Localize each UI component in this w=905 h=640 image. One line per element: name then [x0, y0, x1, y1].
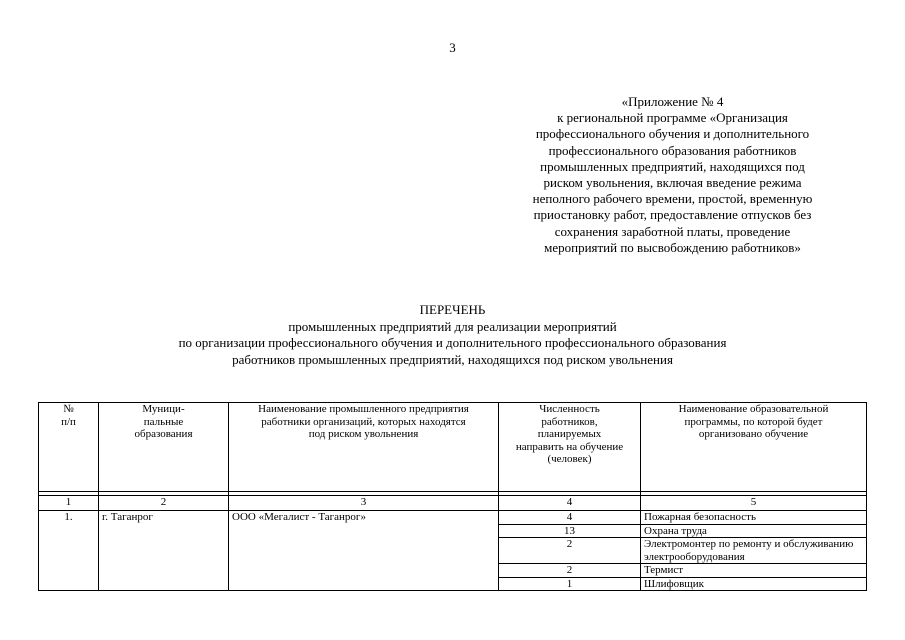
program-name: Шлифовщик [641, 577, 867, 591]
program-name: Электромонтер по ремонту и обслуживанию электрооборудования [641, 538, 867, 564]
appendix-line: профессионального обучения и дополнительного [535, 126, 810, 142]
column-number: 2 [99, 496, 229, 511]
entry-enterprise: ООО «Мегалист - Таганрог» [229, 511, 499, 591]
table-header-row [39, 403, 867, 492]
table-row [39, 511, 867, 525]
program-worker-count: 1 [499, 577, 641, 591]
entry-number: 1. [39, 511, 99, 591]
column-numbers-row [39, 496, 867, 511]
appendix-line: мероприятий по высвобождению работников» [544, 239, 801, 255]
header-number: № п/п [39, 403, 99, 492]
column-number: 3 [229, 496, 499, 511]
header-municipality: Муници- пальные образования [99, 403, 229, 492]
program-worker-count: 2 [499, 564, 641, 578]
column-number: 1 [39, 496, 99, 511]
entry-municipality: г. Таганрог [99, 511, 229, 591]
appendix-note [495, 94, 850, 256]
heading-title: ПЕРЕЧЕНЬ [419, 302, 486, 317]
appendix-line: неполного рабочего времени, простой, временную [532, 191, 813, 207]
appendix-line: риском увольнения, включая введение режима [543, 175, 802, 191]
appendix-line: к региональной программе «Организация [557, 110, 788, 126]
program-name: Охрана труда [641, 524, 867, 538]
header-worker-count: Численность работников, планируемых направить на обучение (человек) [499, 403, 641, 492]
header-program: Наименование образовательной программы, по которой будет организовано обучение [641, 403, 867, 492]
program-worker-count: 4 [499, 511, 641, 525]
program-worker-count: 13 [499, 524, 641, 538]
heading-subtitle-line: по организации профессионального обучения и дополнительного профессионального образования [178, 335, 727, 350]
program-name: Термист [641, 564, 867, 578]
program-worker-count: 2 [499, 538, 641, 564]
document-heading [0, 302, 905, 368]
page-number: 3 [449, 40, 456, 55]
column-number: 5 [641, 496, 867, 511]
appendix-line: профессионального образования работников [548, 142, 797, 158]
header-enterprise: Наименование промышленного предприятия работники организаций, которых находятся под риском увольнения [229, 403, 499, 492]
enterprises-table [38, 402, 867, 591]
appendix-line: приостановку работ, предоставление отпусков без [533, 207, 812, 223]
appendix-line: сохранения заработной платы, проведение [554, 223, 791, 239]
appendix-line: промышленных предприятий, находящихся под [540, 158, 805, 174]
column-number: 4 [499, 496, 641, 511]
heading-subtitle-line: работников промышленных предприятий, находящихся под риском увольнения [232, 351, 673, 367]
heading-subtitle-line: промышленных предприятий для реализации мероприятий [288, 318, 617, 334]
program-name: Пожарная безопасность [641, 511, 867, 525]
appendix-line: «Приложение № 4 [621, 94, 724, 109]
